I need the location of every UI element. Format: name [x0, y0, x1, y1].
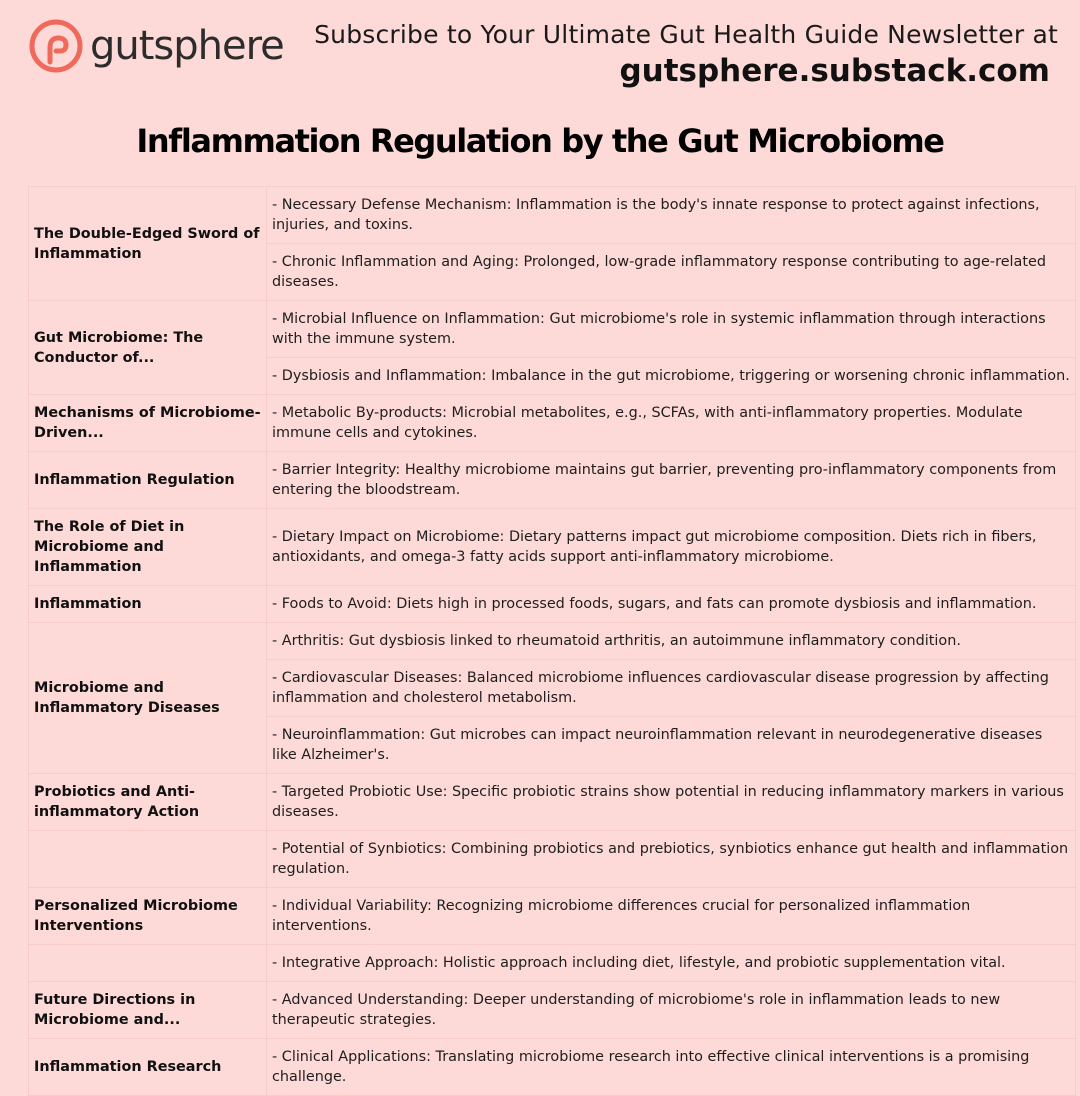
table-row [29, 586, 1076, 623]
table-row [29, 623, 1076, 660]
row-description: - Metabolic By-products: Microbial metabolites, e.g., SCFAs, with anti-inflammatory properties. Modulate immune cells and cytokines. [267, 395, 1076, 452]
row-description: - Dysbiosis and Inflammation: Imbalance in the gut microbiome, triggering or worsening chronic inflammation. [267, 358, 1076, 395]
table-row [29, 1039, 1076, 1096]
table-row [29, 831, 1076, 888]
row-description: - Foods to Avoid: Diets high in processed foods, sugars, and fats can promote dysbiosis and inflammation. [267, 586, 1076, 623]
header [0, 0, 1080, 120]
row-topic: Inflammation Research [29, 1039, 267, 1096]
row-topic: Microbiome and Inflammatory Diseases [29, 623, 267, 774]
row-description: - Chronic Inflammation and Aging: Prolonged, low-grade inflammatory response contributing to age-related diseases. [267, 244, 1076, 301]
row-topic: Probiotics and Anti-inflammatory Action [29, 774, 267, 831]
row-description: - Individual Variability: Recognizing microbiome differences crucial for personalized inflammation interventions. [267, 888, 1076, 945]
row-description: - Necessary Defense Mechanism: Inflammation is the body's innate response to protect against infections, injuries, and toxins. [267, 187, 1076, 244]
row-description: - Targeted Probiotic Use: Specific probiotic strains show potential in reducing inflammatory markers in various diseases. [267, 774, 1076, 831]
table-row [29, 395, 1076, 452]
row-description: - Barrier Integrity: Healthy microbiome maintains gut barrier, preventing pro-inflammatory components from entering the bloodstream. [267, 452, 1076, 509]
row-topic: Inflammation [29, 586, 267, 623]
table-row [29, 452, 1076, 509]
row-topic: Mechanisms of Microbiome-Driven... [29, 395, 267, 452]
row-description: - Arthritis: Gut dysbiosis linked to rheumatoid arthritis, an autoimmune inflammatory condition. [267, 623, 1076, 660]
content-table [28, 186, 1076, 1096]
gut-logo-icon [28, 18, 84, 74]
table-row [29, 509, 1076, 586]
row-description: - Advanced Understanding: Deeper understanding of microbiome's role in inflammation leads to new therapeutic strategies. [267, 982, 1076, 1039]
row-description: - Clinical Applications: Translating microbiome research into effective clinical interventions is a promising challenge. [267, 1039, 1076, 1096]
row-description: - Potential of Synbiotics: Combining probiotics and prebiotics, synbiotics enhance gut health and inflammation regulation. [267, 831, 1076, 888]
row-topic: The Role of Diet in Microbiome and Inflammation [29, 509, 267, 586]
table-row [29, 945, 1076, 982]
row-topic: The Double-Edged Sword of Inflammation [29, 187, 267, 301]
brand-logo[interactable] [28, 18, 284, 74]
row-topic: Gut Microbiome: The Conductor of... [29, 301, 267, 395]
row-topic [29, 831, 267, 888]
row-description: - Microbial Influence on Inflammation: Gut microbiome's role in systemic inflammation through interactions with the immune system. [267, 301, 1076, 358]
row-topic: Inflammation Regulation [29, 452, 267, 509]
row-description: - Neuroinflammation: Gut microbes can impact neuroinflammation relevant in neurodegenerative diseases like Alzheimer's. [267, 717, 1076, 774]
table-row [29, 301, 1076, 358]
newsletter-link[interactable]: gutsphere.substack.com [619, 53, 1050, 89]
row-description: - Integrative Approach: Holistic approach including diet, lifestyle, and probiotic supplementation vital. [267, 945, 1076, 982]
page-title: Inflammation Regulation by the Gut Microbiome [136, 122, 944, 160]
row-description: - Dietary Impact on Microbiome: Dietary patterns impact gut microbiome composition. Diets rich in fibers, antioxidants, and omega-3 fatty acids support anti-inflammatory microbiome. [267, 509, 1076, 586]
row-topic: Future Directions in Microbiome and... [29, 982, 267, 1039]
table-row [29, 982, 1076, 1039]
row-description: - Cardiovascular Diseases: Balanced microbiome influences cardiovascular disease progression by affecting inflammation and cholesterol metabolism. [267, 660, 1076, 717]
table-row [29, 888, 1076, 945]
table-row [29, 187, 1076, 244]
subscribe-banner [298, 20, 1058, 89]
row-topic [29, 945, 267, 982]
table-row [29, 774, 1076, 831]
brand-name: gutsphere [90, 23, 284, 69]
row-topic: Personalized Microbiome Interventions [29, 888, 267, 945]
subscribe-text: Subscribe to Your Ultimate Gut Health Guide Newsletter at [314, 20, 1058, 49]
